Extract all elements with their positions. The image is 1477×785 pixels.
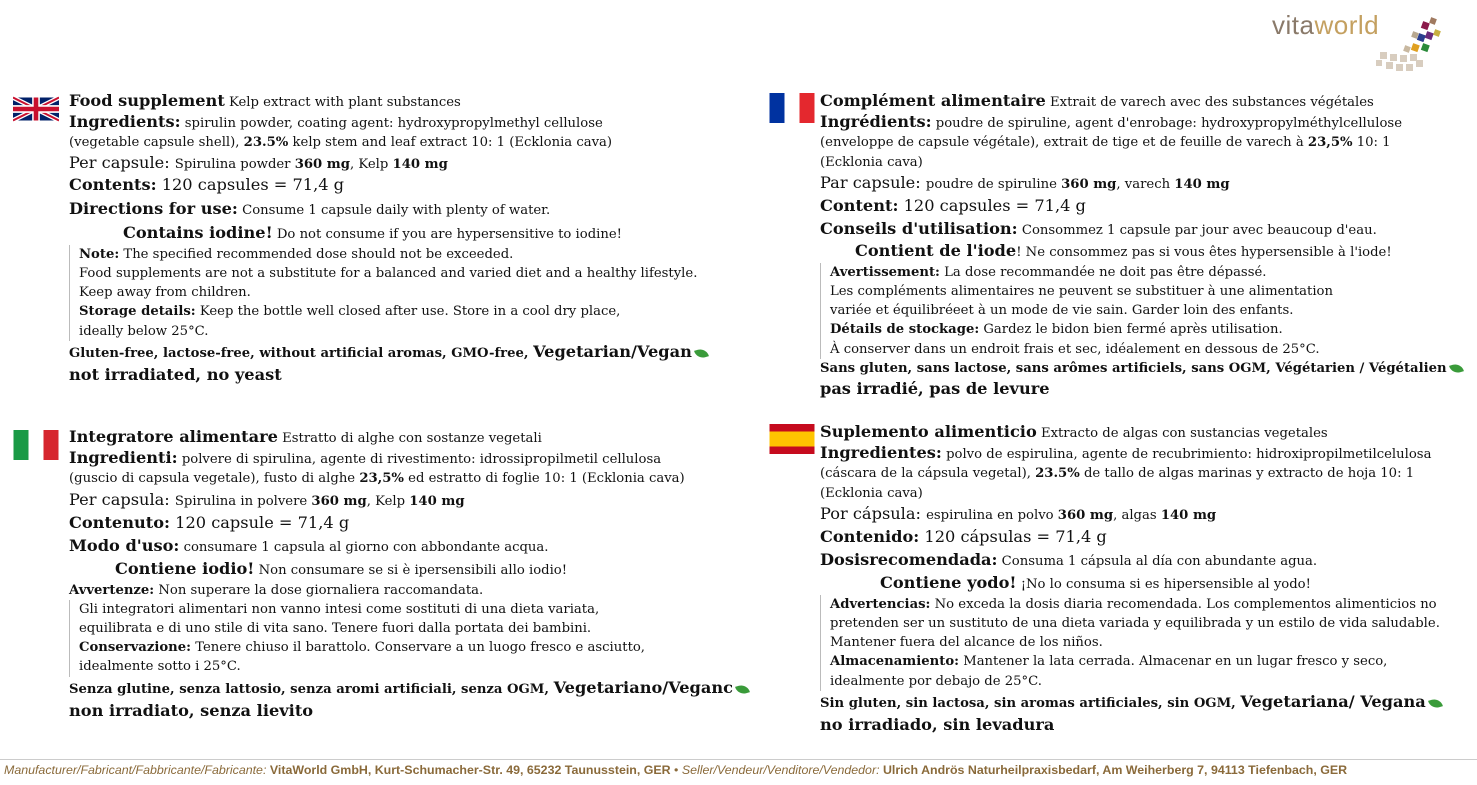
en-note-line2: Food supplements are not a substitute for a balanced and varied diet and a healthy lifestyle. — [79, 266, 698, 282]
fr-note-label: Avertissement: — [830, 264, 940, 280]
it-per-b: 360 mg — [311, 493, 367, 509]
es-note-line2: pretenden ser un sustituto de una dieta variada y equilibrada y un estilo de vida saludable. — [830, 616, 1440, 632]
en-note-label: Note: — [79, 246, 120, 262]
it-storage-line2: idealmente sotto i 25°C. — [79, 659, 241, 675]
footer — [4, 763, 1347, 777]
it-ingredients-label: Ingredienti: — [69, 448, 178, 468]
uk-flag-icon — [13, 94, 59, 124]
en-ingredients-line2-rest: kelp stem and leaf extract 10: 1 (Ecklonia cava) — [288, 135, 613, 151]
es-storage-line2: idealmente por debajo de 25°C. — [830, 673, 1042, 689]
es-last-line: no irradiado, sin levadura — [820, 714, 1055, 734]
fr-per-a: poudre de spiruline — [925, 176, 1062, 192]
spain-flag-icon — [769, 424, 815, 454]
fr-contents-text: 120 capsules = 71,4 g — [898, 195, 1086, 215]
es-per-a: espirulina en polvo — [926, 507, 1058, 523]
fr-storage-text: Gardez le bidon bien fermé après utilisation. — [979, 322, 1283, 338]
it-directions-label: Modo d'uso: — [69, 535, 180, 555]
fr-note-line2: Les compléments alimentaires ne peuvent se substituer à une alimentation — [830, 284, 1333, 300]
fr-ingredients-line2: (enveloppe de capsule végétale), extrait de tige et de feuille de varech à — [820, 135, 1308, 151]
fr-last-line: pas irradié, pas de levure — [820, 379, 1050, 399]
en-ingredients-label: Ingredients: — [69, 112, 181, 132]
logo-mosaic-icon — [1332, 12, 1442, 76]
fr-ingredients-line3: (Ecklonia cava) — [820, 154, 923, 170]
es-note-label: Advertencias: — [830, 596, 931, 612]
es-note-line3: Mantener fuera del alcance de los niños. — [830, 635, 1103, 651]
fr-per-c: , varech — [1116, 176, 1175, 192]
it-vegan: Vegetariano/Veganc — [553, 677, 733, 697]
es-per-d: 140 mg — [1160, 507, 1217, 523]
es-ingredients-label: Ingredientes: — [820, 443, 942, 463]
footer-separator: • — [670, 763, 682, 777]
es-free-from: Sin gluten, sin lactosa, sin aromas artificiales, sin OGM, — [820, 695, 1241, 711]
en-storage-text: Keep the bottle well closed after use. Store in a cool dry place, — [195, 304, 621, 320]
en-percent: 23.5% — [243, 135, 289, 151]
it-notes — [69, 600, 749, 677]
fr-note-text: La dose recommandée ne doit pas être dépassé. — [939, 264, 1267, 280]
it-iodine-label: Contiene iodio! — [115, 558, 255, 578]
fr-per-d: 140 mg — [1174, 176, 1230, 192]
french-section — [820, 91, 1463, 400]
fr-ingredients-label: Ingrédients: — [820, 112, 932, 132]
en-iodine-text: Do not consume if you are hypersensitive to iodine! — [272, 226, 622, 242]
leaf-icon — [1449, 362, 1464, 374]
fr-percent: 23,5% — [1307, 135, 1353, 151]
es-storage-label: Almacenamiento: — [830, 654, 959, 670]
seller-text: Ulrich Andrös Naturheilpraxisbedarf, Am Weiherberg 7, 94113 Tiefenbach, GER — [879, 763, 1348, 777]
it-ingredients-line2-rest: ed estratto di foglie 10: 1 (Ecklonia cava) — [403, 471, 685, 487]
en-per-b: 360 mg — [294, 156, 350, 172]
es-directions-text: Consuma 1 cápsula al día con abundante agua. — [997, 553, 1318, 569]
seller-label: Seller/Vendeur/Venditore/Vendedor: — [681, 763, 880, 777]
it-iodine-text: Non consumare se si è ipersensibili allo iodio! — [254, 562, 568, 578]
fr-contents-label: Content: — [820, 195, 899, 215]
italy-flag-icon — [13, 430, 59, 460]
en-contents-text: 120 capsules = 71,4 g — [156, 174, 345, 194]
spanish-section — [820, 422, 1442, 734]
fr-directions-label: Conseils d'utilisation: — [820, 218, 1018, 238]
en-contents-label: Contents: — [69, 174, 157, 194]
it-last-line: non irradiato, senza lievito — [69, 700, 314, 720]
fr-notes — [820, 263, 1463, 359]
fr-directions-text: Consommez 1 capsule par jour avec beaucoup d'eau. — [1017, 222, 1377, 238]
es-notes — [820, 595, 1442, 691]
es-ingredients-line2-rest: de tallo de algas marinas y extracto de hoja 10: 1 — [1079, 466, 1415, 482]
en-last-line: not irradiated, no yeast — [69, 364, 282, 384]
fr-free-from: Sans gluten, sans lactose, sans arômes artificiels, sans OGM, Végétarien / Végétalien — [820, 360, 1447, 376]
es-ingredients-line3: (Ecklonia cava) — [820, 485, 923, 501]
it-per-c: , Kelp — [366, 493, 410, 509]
it-contents-label: Contenuto: — [69, 512, 171, 532]
it-contents-text: 120 capsule = 71,4 g — [170, 512, 350, 532]
en-ingredients-line2: (vegetable capsule shell), — [69, 135, 244, 151]
it-note-text: Non superare la dose giornaliera raccomandata. — [154, 582, 484, 598]
manufacturer-text: VitaWorld GmbH, Kurt-Schumacher-Str. 49, 65232 Taunusstein, GER — [266, 763, 671, 777]
fr-per-capsule-label: Par capsule: — [820, 172, 926, 192]
it-title-rest: Estratto di alghe con sostanze vegetali — [277, 431, 542, 446]
it-note-label: Avvertenze: — [69, 582, 155, 598]
en-per-capsule-label: Per capsule: — [69, 152, 175, 172]
logo-text: vitaworld — [1272, 10, 1380, 40]
fr-note-line3: variée et équilibréeet à un mode de vie sain. Garder loin des enfants. — [830, 303, 1294, 319]
it-free-from: Senza glutine, senza lattosio, senza aromi artificiali, senza OGM, — [69, 681, 554, 697]
it-note-line2: Gli integratori alimentari non vanno intesi come sostituti di una dieta variata, — [79, 601, 600, 617]
es-iodine-text: ¡No lo consuma si es hipersensible al yodo! — [1016, 576, 1311, 592]
es-title-rest: Extracto de algas con sustancias vegetales — [1036, 426, 1328, 441]
manufacturer-label: Manufacturer/Fabricant/Fabbricante/Fabricante: — [4, 763, 267, 777]
en-ingredients-text: spirulin powder, coating agent: hydroxypropylmethyl cellulose — [180, 116, 603, 132]
en-storage-label: Storage details: — [79, 304, 196, 320]
fr-storage-label: Détails de stockage: — [830, 322, 980, 338]
fr-iodine-text: ! Ne consommez pas si vous êtes hypersensible à l'iode! — [1016, 244, 1392, 260]
en-per-a: Spirulina powder — [174, 156, 295, 172]
it-per-capsule-label: Per capsula: — [69, 489, 175, 509]
france-flag-icon — [769, 93, 815, 123]
leaf-icon — [1428, 697, 1443, 709]
it-note-line3: equilibrata e di uno stile di vita sano. Tenere fuori dalla portata dei bambini. — [79, 621, 592, 637]
en-notes — [69, 245, 708, 341]
it-ingredients-text: polvere di spirulina, agente di rivestimento: idrossipropilmetil cellulosa — [177, 452, 662, 468]
footer-divider — [0, 759, 1477, 760]
vitaworld-logo — [1272, 6, 1442, 74]
es-per-c: , algas — [1113, 507, 1161, 523]
en-title-rest: Kelp extract with plant substances — [224, 95, 461, 110]
it-directions-text: consumare 1 capsula al giorno con abbondante acqua. — [179, 539, 549, 555]
en-vegan: Vegetarian/Vegan — [533, 341, 692, 361]
es-per-b: 360 mg — [1057, 507, 1114, 523]
it-storage-label: Conservazione: — [79, 640, 191, 656]
en-note-line3: Keep away from children. — [79, 285, 251, 301]
leaf-icon — [735, 683, 750, 695]
es-vegan: Vegetariana/ Vegana — [1240, 691, 1426, 711]
es-storage-text: Mantener la lata cerrada. Almacenar en un lugar fresco y seco, — [959, 654, 1388, 670]
es-directions-label: Dosisrecomendada: — [820, 549, 998, 569]
italian-section — [69, 427, 749, 720]
english-section — [69, 91, 708, 384]
fr-storage-line2: À conserver dans un endroit frais et sec, idéalement en dessous de 25°C. — [830, 341, 1320, 357]
it-percent: 23,5% — [359, 471, 404, 487]
it-title: Integratore alimentare — [69, 427, 278, 446]
en-storage-line2: ideally below 25°C. — [79, 323, 209, 339]
fr-ingredients-line2-rest: 10: 1 — [1352, 135, 1391, 151]
es-ingredients-line2: (cáscara de la cápsula vegetal), — [820, 466, 1036, 482]
es-ingredients-text: polvo de espirulina, agente de recubrimiento: hidroxipropilmetilcelulosa — [941, 447, 1432, 463]
fr-ingredients-text: poudre de spiruline, agent d'enrobage: hydroxypropylméthylcellulose — [931, 116, 1402, 132]
it-per-d: 140 mg — [409, 493, 465, 509]
es-title: Suplemento alimenticio — [820, 422, 1037, 441]
es-iodine-label: Contiene yodo! — [880, 572, 1017, 592]
fr-iodine-label: Contient de l'iode — [855, 240, 1017, 260]
en-title: Food supplement — [69, 91, 225, 110]
en-iodine-label: Contains iodine! — [123, 222, 273, 242]
en-directions-text: Consume 1 capsule daily with plenty of water. — [237, 202, 551, 218]
en-per-d: 140 mg — [392, 156, 448, 172]
en-directions-label: Directions for use: — [69, 198, 238, 218]
en-note-text: The specified recommended dose should not be exceeded. — [119, 246, 514, 262]
it-ingredients-line2: (guscio di capsula vegetale), fusto di alghe — [69, 471, 360, 487]
leaf-icon — [694, 347, 709, 359]
en-free-from: Gluten-free, lactose-free, without artificial aromas, GMO-free, — [69, 345, 534, 361]
fr-per-b: 360 mg — [1061, 176, 1117, 192]
es-contents-text: 120 cápsulas = 71,4 g — [919, 526, 1107, 546]
es-per-capsule-label: Por cápsula: — [820, 503, 927, 523]
it-per-a: Spirulina in polvere — [174, 493, 312, 509]
es-note-text: No exceda la dosis diaria recomendada. Los complementos alimenticios no — [930, 596, 1437, 612]
it-storage-text: Tenere chiuso il barattolo. Conservare a un luogo fresco e asciutto, — [191, 640, 645, 656]
es-percent: 23.5% — [1035, 466, 1080, 482]
fr-title: Complément alimentaire — [820, 91, 1046, 110]
fr-title-rest: Extrait de varech avec des substances végétales — [1045, 95, 1374, 110]
es-contents-label: Contenido: — [820, 526, 920, 546]
en-per-c: , Kelp — [349, 156, 393, 172]
